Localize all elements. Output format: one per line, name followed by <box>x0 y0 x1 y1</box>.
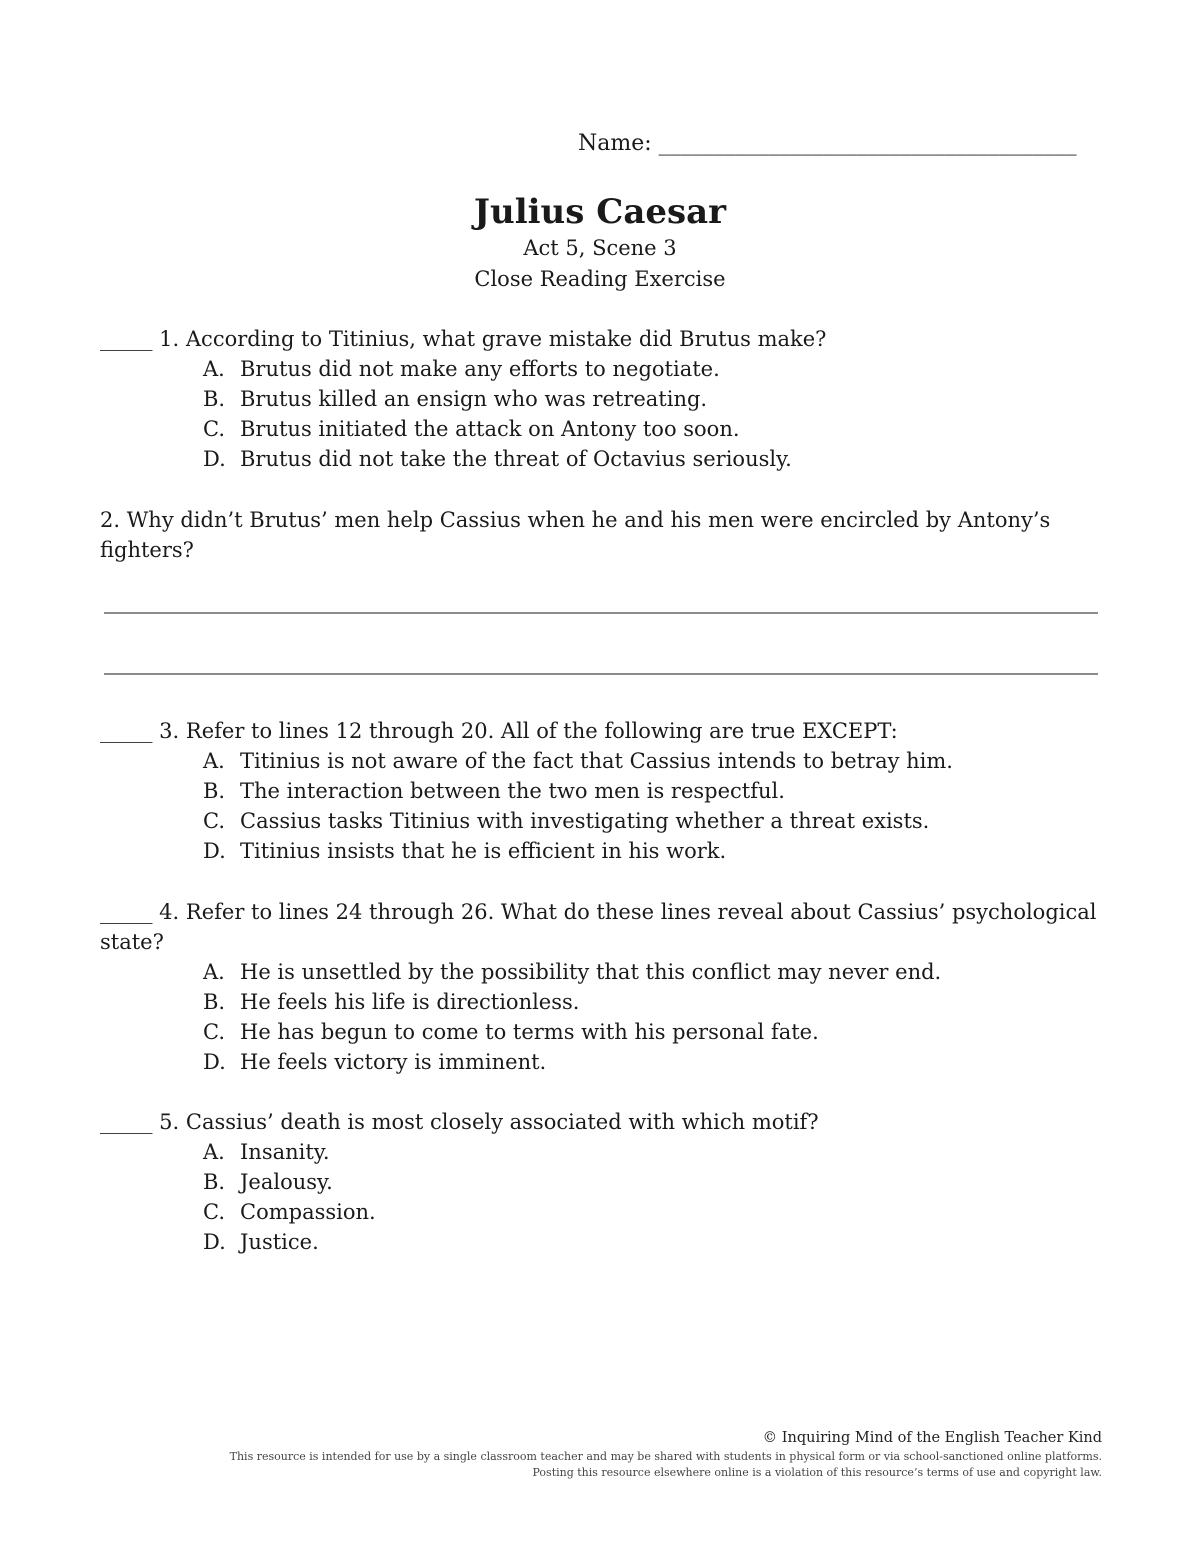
choice-item <box>203 1137 1100 1167</box>
choice-text: Compassion. <box>240 1200 376 1224</box>
choice-item <box>203 354 1100 384</box>
choice-text: Jealousy. <box>240 1170 333 1194</box>
question-text: _____ 4. Refer to lines 24 through 26. What do these lines reveal about Cassius’ psychological state? <box>100 900 1097 954</box>
choice-item <box>203 1197 1100 1227</box>
choice-text: He feels his life is directionless. <box>240 990 580 1014</box>
choice-item <box>203 1047 1100 1077</box>
choice-letter: C. <box>203 809 225 833</box>
subtitle-act-scene: Act 5, Scene 3 <box>523 236 677 260</box>
choice-letter: B. <box>203 387 226 411</box>
terms-notice: Posting this resource elsewhere online is a violation of this resource’s terms of use and copyright law. <box>532 1466 1102 1479</box>
copyright-notice: © Inquiring Mind of the English Teacher Kind <box>762 1430 1102 1446</box>
choice-text: He is unsettled by the possibility that this conflict may never end. <box>240 960 942 984</box>
choice-item <box>203 1227 1100 1257</box>
choice-text: He has begun to come to terms with his personal fate. <box>240 1020 819 1044</box>
choice-letter: D. <box>203 839 226 863</box>
choice-text: The interaction between the two men is respectful. <box>240 779 785 803</box>
choice-item <box>203 806 1100 836</box>
choice-item <box>203 444 1100 474</box>
choice-item <box>203 1017 1100 1047</box>
question-text: _____ 1. According to Titinius, what grave mistake did Brutus make? <box>100 327 827 351</box>
choice-text: Brutus did not make any efforts to negotiate. <box>240 357 720 381</box>
choice-text: Titinius insists that he is efficient in his work. <box>240 839 727 863</box>
choice-letter: B. <box>203 990 226 1014</box>
page-title: Julius Caesar <box>473 192 727 232</box>
choice-item <box>203 776 1100 806</box>
choice-letter: D. <box>203 447 226 471</box>
choice-item <box>203 987 1100 1017</box>
question-text: _____ 5. Cassius’ death is most closely associated with which motif? <box>100 1110 819 1134</box>
choice-letter: A. <box>203 960 225 984</box>
subtitle-exercise: Close Reading Exercise <box>474 267 726 291</box>
choice-text: Cassius tasks Titinius with investigating whether a threat exists. <box>240 809 930 833</box>
choice-letter: A. <box>203 1140 225 1164</box>
choice-item <box>203 836 1100 866</box>
choice-text: Brutus initiated the attack on Antony too soon. <box>240 417 740 441</box>
choice-text: Insanity. <box>240 1140 330 1164</box>
choice-item <box>203 384 1100 414</box>
question-text: 2. Why didn’t Brutus’ men help Cassius when he and his men were encircled by Antony’s fighters? <box>100 508 1051 562</box>
choice-letter: C. <box>203 417 225 441</box>
question-1 <box>100 324 1100 474</box>
choice-item <box>203 746 1100 776</box>
choice-letter: A. <box>203 357 225 381</box>
question-text: _____ 3. Refer to lines 12 through 20. All of the following are true EXCEPT: <box>100 719 898 743</box>
choice-text: Brutus killed an ensign who was retreating. <box>240 387 708 411</box>
choice-letter: C. <box>203 1200 225 1224</box>
choice-item <box>203 957 1100 987</box>
choice-letter: D. <box>203 1050 226 1074</box>
choice-text: Justice. <box>240 1230 319 1254</box>
choice-text: Brutus did not take the threat of Octavius seriously. <box>240 447 792 471</box>
choice-list <box>100 957 1100 1077</box>
question-5 <box>100 1107 1100 1257</box>
usage-notice: This resource is intended for use by a single classroom teacher and may be shared with students in physical form or via school-sanctioned online platforms. <box>229 1450 1102 1463</box>
choice-letter: B. <box>203 779 226 803</box>
choice-list <box>100 354 1100 474</box>
choice-letter: B. <box>203 1170 226 1194</box>
choice-letter: D. <box>203 1230 226 1254</box>
choice-text: Titinius is not aware of the fact that Cassius intends to betray him. <box>240 749 953 773</box>
choice-list <box>100 1137 1100 1257</box>
answer-line[interactable] <box>104 673 1098 675</box>
name-field-label: Name: ______________________________________ <box>578 131 1077 156</box>
choice-text: He feels victory is imminent. <box>240 1050 547 1074</box>
question-2 <box>100 505 1100 565</box>
choice-item <box>203 1167 1100 1197</box>
choice-letter: A. <box>203 749 225 773</box>
question-4 <box>100 897 1100 1077</box>
choice-list <box>100 746 1100 866</box>
answer-line[interactable] <box>104 612 1098 614</box>
choice-letter: C. <box>203 1020 225 1044</box>
choice-item <box>203 414 1100 444</box>
question-3 <box>100 716 1100 866</box>
